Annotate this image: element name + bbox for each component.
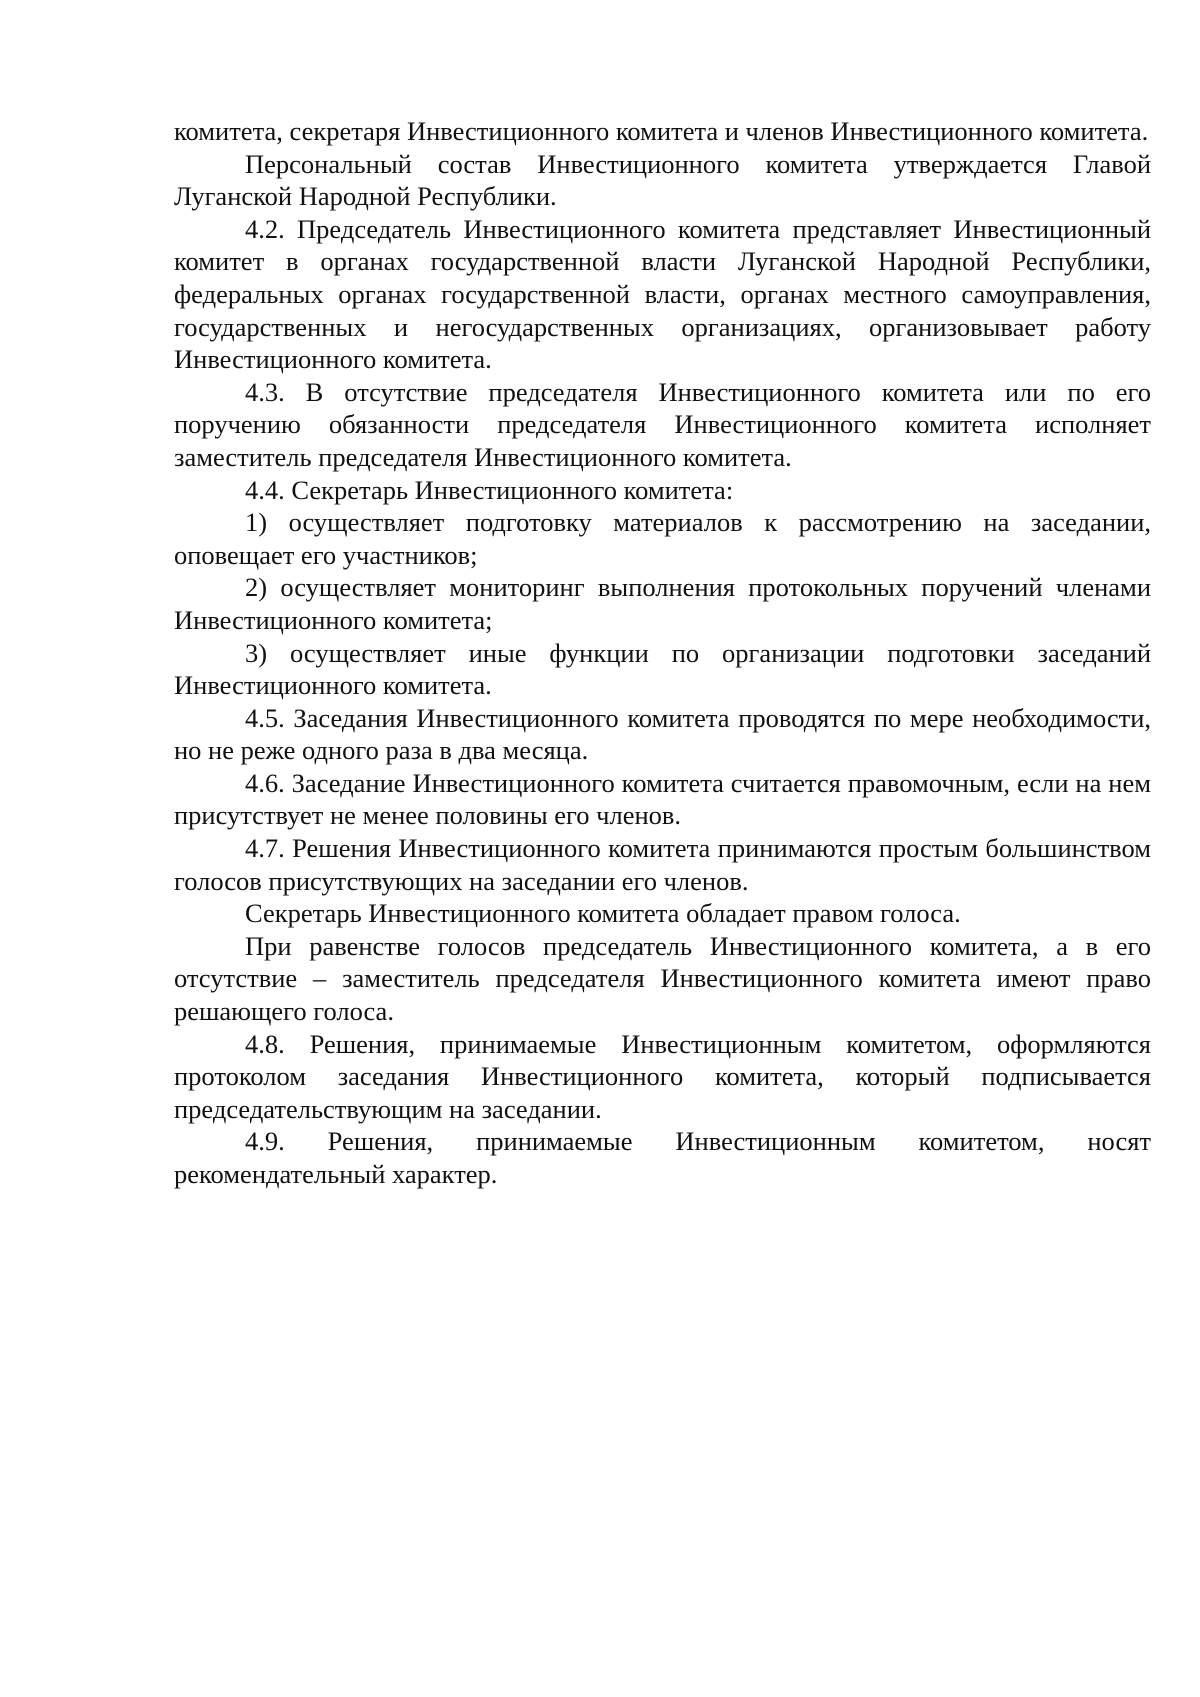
list-item-2: 2) осуществляет мониторинг выполнения протокольных поручений членами Инвестиционного комитета;	[174, 572, 1151, 635]
paragraph-4-6: 4.6. Заседание Инвестиционного комитета считается правомочным, если на нем присутствует не менее половины его членов.	[174, 767, 1151, 831]
paragraph-personnel: Персональный состав Инвестиционного комитета утверждается Главой Луганской Народной Республики.	[174, 148, 1151, 212]
paragraph-4-2: 4.2. Председатель Инвестиционного комитета представляет Инвестиционный комитет в органах государственной власти Луганской Народной Республики, федеральных органах государственной власти, органах местного самоуправления, государственных и негосударственных организациях, организовывает работу Инвестиционного комитета.	[174, 213, 1151, 375]
paragraph-4-3: 4.3. В отсутствие председателя Инвестиционного комитета или по его поручению обязанности председателя Инвестиционного комитета исполняет заместитель председателя Инвестиционного комитета.	[174, 376, 1151, 472]
paragraph-continuation: комитета, секретаря Инвестиционного комитета и членов Инвестиционного комитета.	[174, 116, 1149, 146]
document-body	[174, 115, 1151, 1191]
paragraph-secretary-vote: Секретарь Инвестиционного комитета обладает правом голоса.	[245, 898, 961, 929]
list-item-3: 3) осуществляет иные функции по организации подготовки заседаний Инвестиционного комитета.	[174, 637, 1151, 701]
paragraph-tie-vote: При равенстве голосов председатель Инвестиционного комитета, а в его отсутствие – заместитель председателя Инвестиционного комитета имеют право решающего голоса.	[174, 930, 1151, 1027]
paragraph-4-7: 4.7. Решения Инвестиционного комитета принимаются простым большинством голосов присутствующих на заседании его членов.	[174, 833, 1151, 896]
paragraph-4-9: 4.9. Решения, принимаемые Инвестиционным комитетом, носят рекомендательный характер.	[174, 1126, 1151, 1189]
paragraph-4-5: 4.5. Заседания Инвестиционного комитета проводятся по мере необходимости, но не реже одного раза в два месяца.	[174, 702, 1151, 766]
paragraph-4-4: 4.4. Секретарь Инвестиционного комитета:	[245, 474, 734, 505]
paragraph-4-8: 4.8. Решения, принимаемые Инвестиционным комитетом, оформляются протоколом заседания Инвестиционного комитета, который подписывается председательствующим на заседании.	[174, 1028, 1151, 1124]
list-item-1: 1) осуществляет подготовку материалов к рассмотрению на заседании, оповещает его участников;	[174, 507, 1151, 570]
